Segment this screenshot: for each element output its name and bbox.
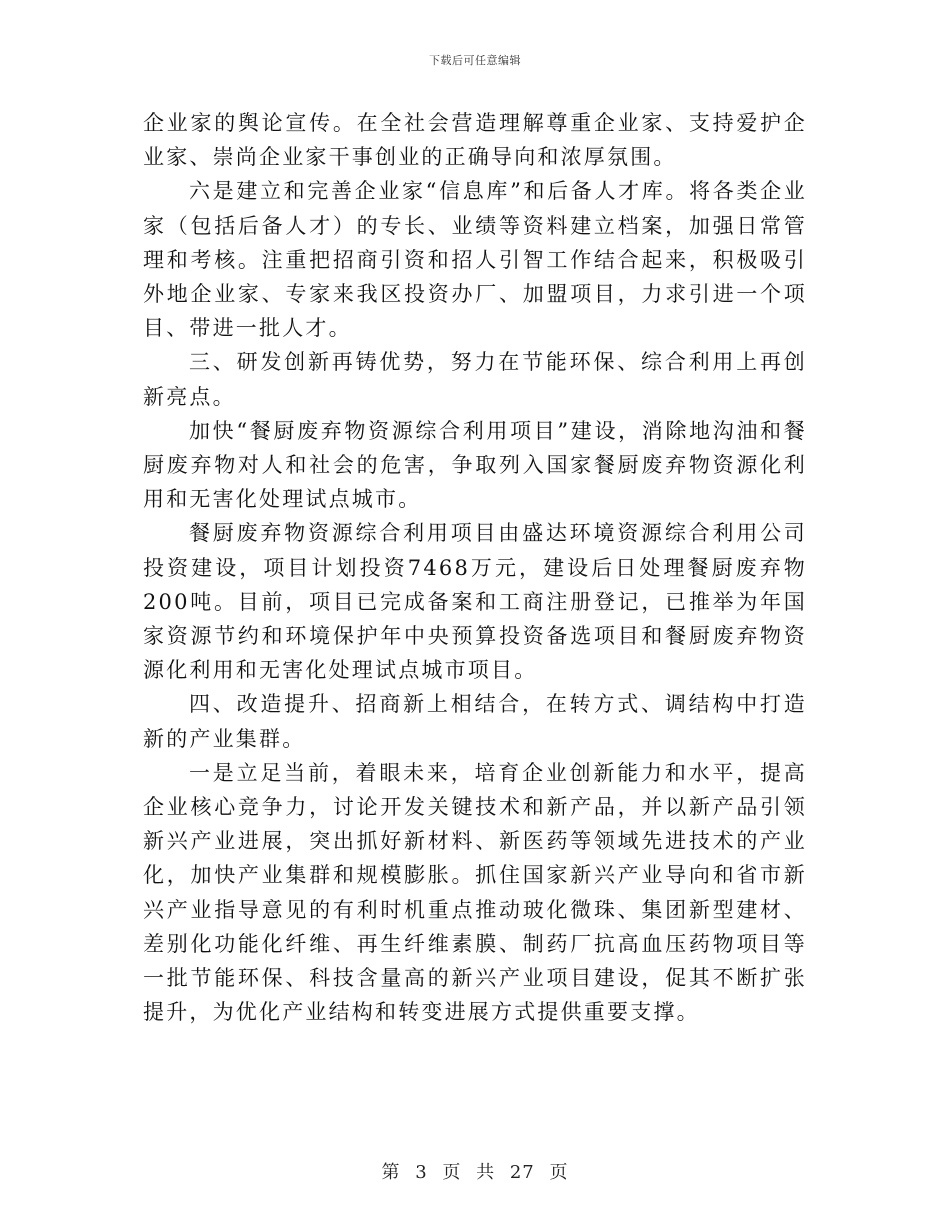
paragraph-talent-database: 六是建立和完善企业家“信息库”和后备人才库。将各类企业家（包括后备人才）的专长、业绩等资料建立档案，加强日常管理和考核。注重把招商引资和招人引智工作结合起来，积极吸引外地企业家、专家来我区投资办厂、加盟项目，力求引进一个项目、带进一批人才。	[143, 179, 807, 341]
paragraph-continuation: 企业家的舆论宣传。在全社会营造理解尊重企业家、支持爱护企业家、崇尚企业家干事创业的正确导向和浓厚氛围。	[143, 111, 807, 170]
paragraph-kitchen-waste-project: 加快“餐厨废弃物资源综合利用项目”建设，消除地沟油和餐厨废弃物对人和社会的危害，争取列入国家餐厨废弃物资源化利用和无害化处理试点城市。	[143, 418, 807, 512]
paragraph-innovation-capacity: 一是立足当前，着眼未来，培育企业创新能力和水平，提高企业核心竞争力，讨论开发关键技术和新产品，并以新产品引领新兴产业进展，突出抓好新材料、新医药等领域先进技术的产业化，加快产业集群和规模膨胀。抓住国家新兴产业导向和省市新兴产业指导意见的有利时机重点推动玻化微珠、集团新型建材、差别化功能化纤维、再生纤维素膜、制药厂抗高血压药物项目等一批节能环保、科技含量高的新兴产业项目建设，促其不断扩张提升，为优化产业结构和转变进展方式提供重要支撑。	[143, 760, 807, 1025]
paragraph-project-investment: 餐厨废弃物资源综合利用项目由盛达环境资源综合利用公司投资建设，项目计划投资7468万元，建设后日处理餐厨废弃物200吨。目前，项目已完成备案和工商注册登记，已推举为年国家资源节约和环境保护年中央预算投资备选项目和餐厨废弃物资源化利用和无害化处理试点城市项目。	[143, 521, 807, 683]
page-header: 下载后可任意编辑	[429, 54, 521, 67]
document-body	[143, 106, 807, 1029]
paragraph-section-four-heading: 四、改造提升、招商新上相结合，在转方式、调结构中打造新的产业集群。	[143, 692, 807, 751]
page-number: 第 3 页 共 27 页	[381, 1162, 569, 1183]
paragraph-section-three-heading: 三、研发创新再铸优势，努力在节能环保、综合利用上再创新亮点。	[143, 350, 807, 409]
